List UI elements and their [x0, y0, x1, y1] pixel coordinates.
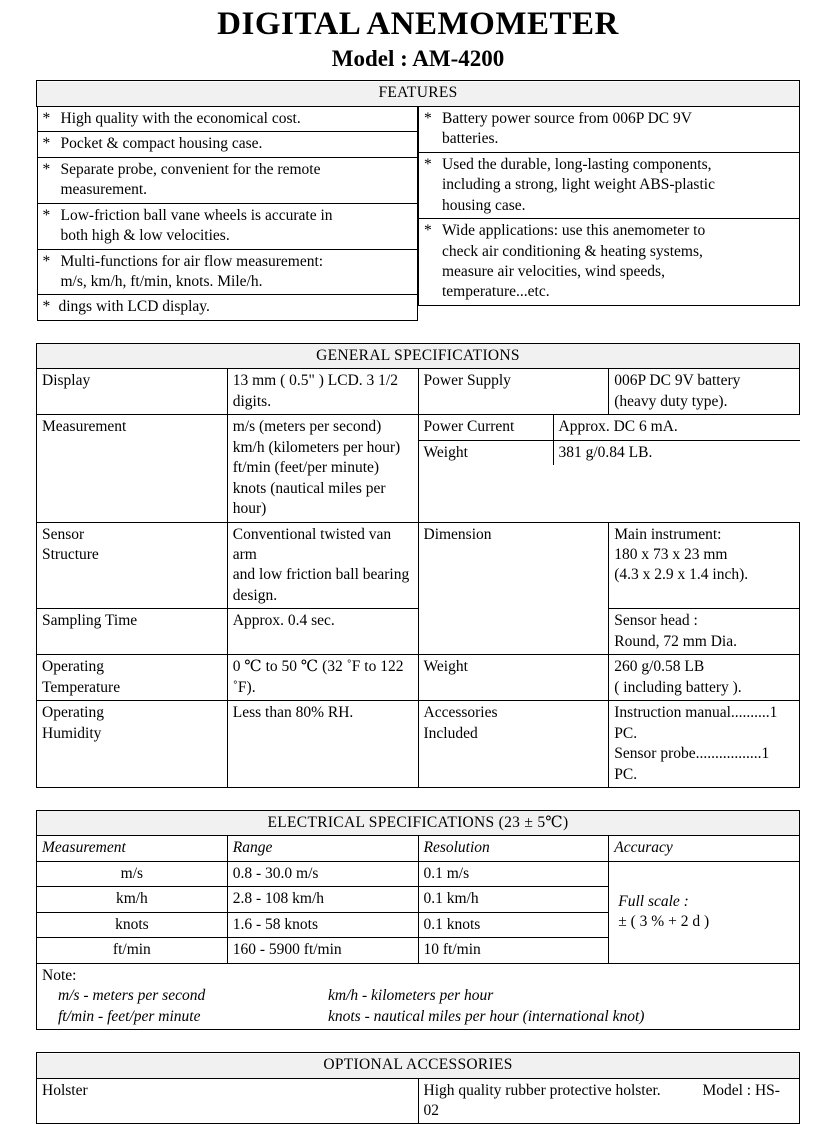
electrical-specifications-table — [36, 810, 800, 1030]
document-page — [0, 6, 836, 1119]
feature-item: * Used the durable, long-lasting components, including a strong, light weight ABS-plastic housing case. — [424, 155, 715, 214]
features-heading: FEATURES — [37, 81, 800, 106]
spec-value: 006P DC 9V battery (heavy duty type). — [609, 369, 800, 415]
optional-accessories-heading: OPTIONAL ACCESSORIES — [37, 1053, 800, 1078]
spec-label: Power Supply — [418, 369, 609, 415]
spec-value: 260 g/0.58 LB ( including battery ). — [609, 655, 800, 701]
table-row — [37, 1078, 800, 1124]
spec-label: Accessories Included — [418, 701, 609, 788]
spec-label: Weight — [419, 440, 554, 465]
feature-item: * Battery power source from 006P DC 9V batteries. — [424, 109, 692, 148]
spec-value: Approx. DC 6 mA. — [553, 415, 800, 440]
spec-label: Operating Humidity — [37, 701, 228, 788]
cell-accuracy: Full scale : ± ( 3 % + 2 d ) — [609, 861, 800, 963]
column-header-measurement: Measurement — [37, 836, 228, 861]
cell-resolution: 0.1 knots — [418, 912, 609, 937]
cell-item: Holster — [37, 1078, 419, 1124]
features-left-column — [37, 106, 419, 321]
cell-range: 2.8 - 108 km/h — [227, 887, 418, 912]
spec-label: Weight — [418, 655, 609, 701]
spec-value: Less than 80% RH. — [227, 701, 418, 788]
cell-resolution: 10 ft/min — [418, 938, 609, 963]
spec-subtable-cell — [418, 415, 800, 522]
feature-item: * Separate probe, convenient for the remote measurement. — [42, 160, 321, 199]
general-specifications-table — [36, 343, 800, 788]
spec-value: Instruction manual..........1 PC. Sensor probe.................1 PC. — [609, 701, 800, 788]
feature-item: * Multi-functions for air flow measurement: m/s, km/h, ft/min, knots. Mile/h. — [42, 252, 324, 290]
spec-label: Sampling Time — [37, 609, 228, 655]
cell-measurement: km/h — [37, 887, 228, 912]
spec-label: Power Current — [419, 415, 554, 440]
spec-label: Dimension — [418, 522, 609, 655]
cell-range: 160 - 5900 ft/min — [227, 938, 418, 963]
spec-value: 0 ℃ to 50 ℃ (32 ˚F to 122 ˚F). — [227, 655, 418, 701]
spec-value: m/s (meters per second) km/h (kilometers per hour) ft/min (feet/per minute) knots (nautical miles per hour) — [227, 415, 418, 522]
spec-value: Approx. 0.4 sec. — [227, 609, 418, 655]
column-header-resolution: Resolution — [418, 836, 609, 861]
column-header-accuracy: Accuracy — [609, 836, 800, 861]
table-row — [37, 861, 800, 886]
cell-resolution: 0.1 m/s — [418, 861, 609, 886]
spec-value: 381 g/0.84 LB. — [553, 440, 800, 465]
spec-value: Sensor head : Round, 72 mm Dia. — [609, 609, 800, 655]
page-title: DIGITAL ANEMOMETER — [217, 6, 619, 42]
feature-item: * Wide applications: use this anemometer to check air conditioning & heating systems, measure air velocities, wind speeds, temperature...etc. — [424, 222, 706, 301]
general-specifications-heading: GENERAL SPECIFICATIONS — [37, 343, 800, 368]
feature-item: * High quality with the economical cost. — [42, 109, 301, 127]
cell-range: 1.6 - 58 knots — [227, 912, 418, 937]
spec-value: Main instrument: 180 x 73 x 23 mm (4.3 x 2.9 x 1.4 inch). — [609, 522, 800, 609]
cell-measurement: knots — [37, 912, 228, 937]
optional-accessories-table — [36, 1052, 800, 1124]
spec-value: Conventional twisted van arm and low friction ball bearing design. — [227, 522, 418, 609]
electrical-note: Note: m/s - meters per second km/h - kilometers per hour ft/min - feet/per minute knots - nautical miles per hour (international knot) — [37, 963, 800, 1029]
feature-item: * dings with LCD display. — [42, 298, 210, 316]
cell-measurement: ft/min — [37, 938, 228, 963]
feature-item: * Pocket & compact housing case. — [42, 135, 263, 153]
cell-description: High quality rubber protective holster. Model : HS-02 — [418, 1078, 800, 1124]
cell-measurement: m/s — [37, 861, 228, 886]
cell-range: 0.8 - 30.0 m/s — [227, 861, 418, 886]
spec-value: 13 mm ( 0.5" ) LCD. 3 1/2 digits. — [227, 369, 418, 415]
features-right-column — [418, 106, 800, 321]
column-header-range: Range — [227, 836, 418, 861]
spec-label: Display — [37, 369, 228, 415]
spec-label: Measurement — [37, 415, 228, 522]
note-line: m/s - meters per second km/h - kilometers per hour — [58, 987, 494, 1005]
model-subtitle: Model : AM-4200 — [331, 45, 505, 71]
feature-item: * Low-friction ball vane wheels is accurate in both high & low velocities. — [42, 206, 333, 245]
cell-resolution: 0.1 km/h — [418, 887, 609, 912]
spec-label: Sensor Structure — [37, 522, 228, 609]
features-table — [36, 80, 800, 321]
note-line: ft/min - feet/per minute knots - nautical miles per hour (international knot) — [58, 1007, 645, 1025]
spec-label: Operating Temperature — [37, 655, 228, 701]
electrical-specifications-heading: ELECTRICAL SPECIFICATIONS (23 ± 5℃) — [37, 810, 800, 835]
